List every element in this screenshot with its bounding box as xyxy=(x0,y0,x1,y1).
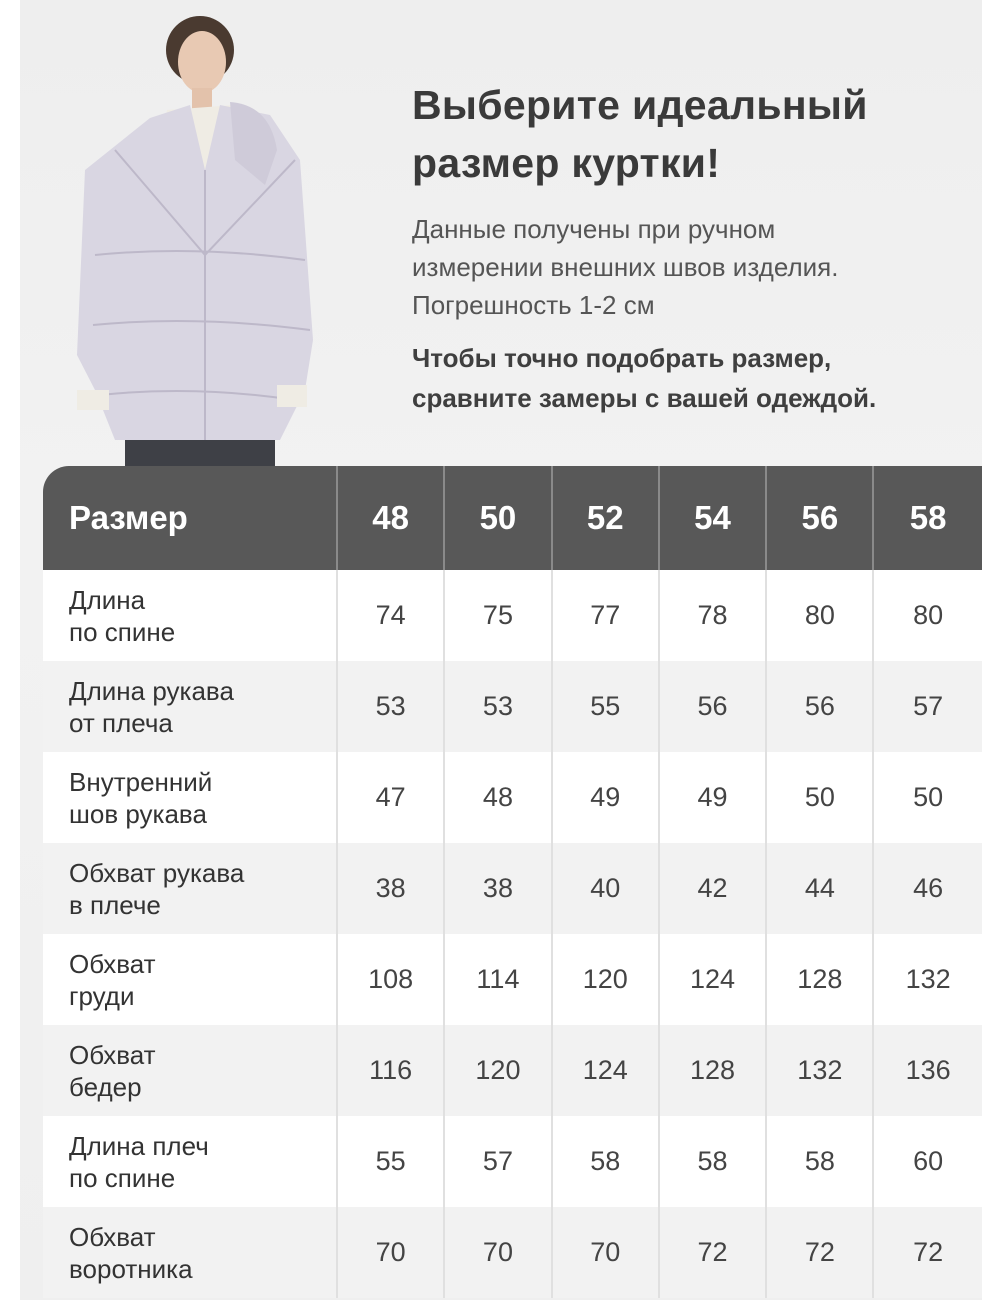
row-label-line-2: воротника xyxy=(69,1253,193,1284)
table-cell: 50 xyxy=(767,752,874,843)
table-cell: 50 xyxy=(913,782,944,812)
table-row xyxy=(43,843,982,934)
table-cell: 56 xyxy=(767,661,874,752)
table-row xyxy=(43,1025,982,1116)
row-label-line-1: Обхват xyxy=(69,948,156,979)
table-cell: 53 xyxy=(445,661,552,752)
table-cell: 132 xyxy=(905,964,951,994)
table-cell: 58 xyxy=(767,1116,874,1207)
model-in-jacket-image xyxy=(55,10,355,470)
size-header-54: 54 xyxy=(660,466,767,570)
table-cell: 72 xyxy=(913,1237,944,1267)
measurement-description xyxy=(412,210,972,324)
row-label xyxy=(43,934,338,1025)
row-label-line-1: Внутренний xyxy=(69,766,213,797)
table-cell: 72 xyxy=(767,1207,874,1298)
size-header-50: 50 xyxy=(445,466,552,570)
table-cell: 47 xyxy=(338,752,445,843)
table-cell: 120 xyxy=(445,1025,552,1116)
table-cell: 49 xyxy=(553,752,660,843)
table-cell: 56 xyxy=(660,661,767,752)
note-line-1: Чтобы точно подобрать размер, xyxy=(412,343,832,373)
size-table xyxy=(43,466,982,1298)
table-cell: 116 xyxy=(338,1025,445,1116)
size-header-58: 58 xyxy=(909,499,947,536)
table-cell: 120 xyxy=(553,934,660,1025)
row-label-line-1: Длина xyxy=(69,584,146,615)
table-cell: 136 xyxy=(905,1055,951,1085)
note-line-2: сравните замеры с вашей одеждой. xyxy=(412,383,877,413)
table-cell: 42 xyxy=(660,843,767,934)
table-cell: 132 xyxy=(767,1025,874,1116)
table-row xyxy=(43,1116,982,1207)
row-label-line-1: Длина рукава xyxy=(69,675,234,706)
size-table-header xyxy=(43,466,982,570)
row-label-line-1: Обхват xyxy=(69,1221,156,1252)
row-label xyxy=(43,661,338,752)
desc-line-3: Погрешность 1-2 см xyxy=(412,290,655,320)
table-cell: 38 xyxy=(445,843,552,934)
table-cell: 55 xyxy=(553,661,660,752)
table-cell: 70 xyxy=(445,1207,552,1298)
row-label xyxy=(43,1025,338,1116)
table-cell: 44 xyxy=(767,843,874,934)
size-header-label: Размер xyxy=(43,466,338,570)
row-label xyxy=(43,752,338,843)
table-cell: 46 xyxy=(913,873,944,903)
table-cell: 40 xyxy=(553,843,660,934)
size-header-48: 48 xyxy=(338,466,445,570)
row-label xyxy=(43,570,338,661)
row-label xyxy=(43,1207,338,1298)
table-cell: 57 xyxy=(445,1116,552,1207)
table-cell: 49 xyxy=(660,752,767,843)
table-cell: 58 xyxy=(660,1116,767,1207)
row-label-line-1: Обхват xyxy=(69,1039,156,1070)
row-label-line-1: Обхват рукава xyxy=(69,857,245,888)
table-cell: 38 xyxy=(338,843,445,934)
table-cell: 124 xyxy=(660,934,767,1025)
row-label-line-2: в плече xyxy=(69,889,161,920)
table-cell: 75 xyxy=(445,570,552,661)
table-cell: 128 xyxy=(767,934,874,1025)
table-row xyxy=(43,752,982,843)
title-line-2: размер куртки! xyxy=(412,140,721,186)
table-cell: 74 xyxy=(338,570,445,661)
row-label-line-2: шов рукава xyxy=(69,798,207,829)
row-label-line-1: Длина плеч xyxy=(69,1130,209,1161)
table-cell: 80 xyxy=(913,600,944,630)
fit-advice-note xyxy=(412,338,972,418)
table-cell: 124 xyxy=(553,1025,660,1116)
table-cell: 57 xyxy=(913,691,944,721)
table-cell: 80 xyxy=(767,570,874,661)
table-cell: 72 xyxy=(660,1207,767,1298)
table-row xyxy=(43,570,982,661)
desc-line-2: измерении внешних швов изделия. xyxy=(412,252,839,282)
row-label xyxy=(43,843,338,934)
row-label xyxy=(43,1116,338,1207)
table-cell: 58 xyxy=(553,1116,660,1207)
desc-line-1: Данные получены при ручном xyxy=(412,214,776,244)
row-label-line-2: по спине xyxy=(69,616,176,647)
table-cell: 53 xyxy=(338,661,445,752)
table-row xyxy=(43,934,982,1025)
row-label-line-2: бедер xyxy=(69,1071,142,1102)
table-cell: 70 xyxy=(338,1207,445,1298)
title-line-1: Выберите идеальный xyxy=(412,82,868,128)
table-cell: 108 xyxy=(338,934,445,1025)
table-cell: 77 xyxy=(553,570,660,661)
table-cell: 78 xyxy=(660,570,767,661)
page-title xyxy=(412,76,972,192)
model-photo xyxy=(55,10,355,470)
size-header-52: 52 xyxy=(553,466,660,570)
table-cell: 55 xyxy=(338,1116,445,1207)
table-cell: 114 xyxy=(445,934,552,1025)
table-cell: 48 xyxy=(445,752,552,843)
size-header-56: 56 xyxy=(767,466,874,570)
table-row xyxy=(43,1207,982,1298)
row-label-line-2: по спине xyxy=(69,1162,176,1193)
table-cell: 70 xyxy=(553,1207,660,1298)
table-row xyxy=(43,661,982,752)
table-cell: 60 xyxy=(913,1146,944,1176)
row-label-line-2: груди xyxy=(69,980,135,1011)
row-label-line-2: от плеча xyxy=(69,707,173,738)
table-cell: 128 xyxy=(660,1025,767,1116)
